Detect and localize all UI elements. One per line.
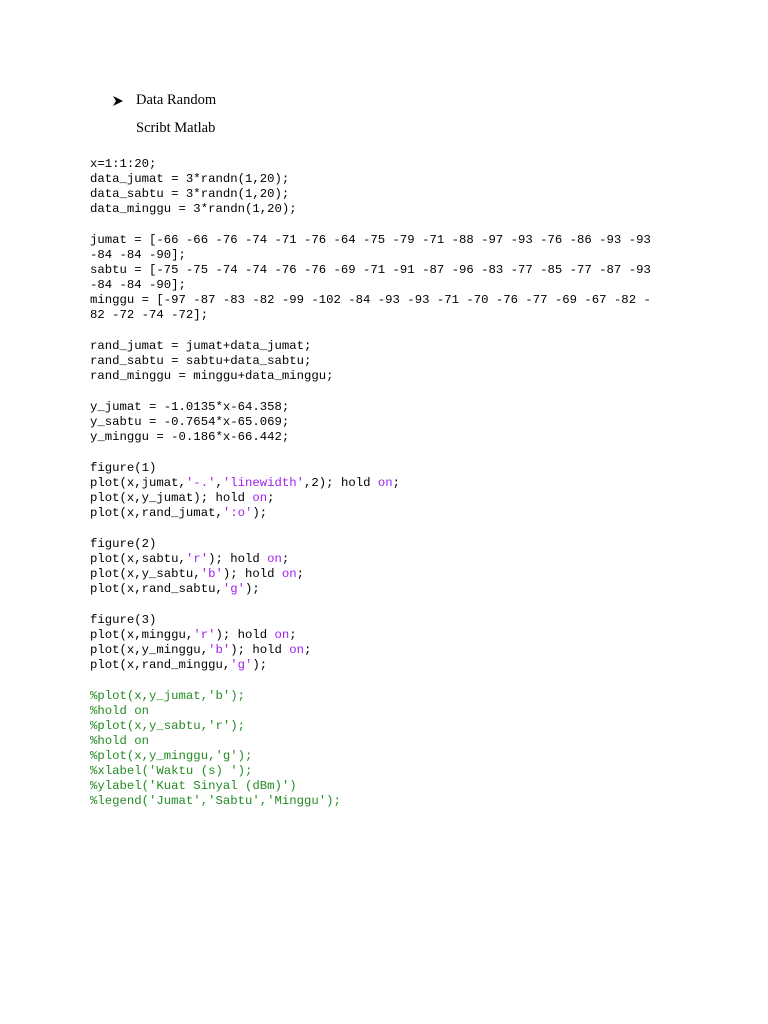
code-comment: %hold on [90, 704, 150, 718]
code-text: ); [244, 582, 260, 596]
code-text: plot(x,y_minggu, [90, 643, 209, 657]
code-string: on [377, 476, 393, 490]
code-string: 'linewidth' [222, 476, 305, 490]
code-string: 'r' [185, 552, 209, 566]
code-text: ; [304, 643, 312, 657]
code-comment: %hold on [90, 734, 150, 748]
code-line [90, 506, 670, 521]
matlab-code-block [90, 157, 670, 809]
code-text: ); hold [208, 552, 268, 566]
code-text: jumat = [-66 -66 -76 -74 -71 -76 -64 -75 -79 -71 -88 -97 -93 -76 -86 -93 -93 [90, 233, 651, 247]
code-line [90, 263, 670, 278]
code-line [90, 157, 670, 172]
code-line [90, 628, 670, 643]
code-string: 'g' [230, 658, 253, 672]
code-line [90, 794, 670, 809]
code-blank-line [90, 521, 670, 537]
code-text: rand_sabtu = sabtu+data_sabtu; [90, 354, 312, 368]
code-line [90, 658, 670, 673]
code-line [90, 187, 670, 202]
code-comment: %plot(x,y_sabtu,'r'); [90, 719, 245, 733]
code-blank-line [90, 323, 670, 339]
code-blank-line [90, 673, 670, 689]
code-line [90, 719, 670, 734]
code-text: ); [252, 658, 268, 672]
code-line [90, 248, 670, 263]
code-line [90, 749, 670, 764]
code-line [90, 764, 670, 779]
code-text: ; [281, 552, 290, 566]
code-text: ; [296, 567, 305, 581]
code-text: plot(x,rand_jumat, [90, 506, 223, 520]
code-line [90, 734, 670, 749]
code-comment: %xlabel('Waktu (s) '); [90, 764, 253, 778]
code-text: data_minggu = 3*randn(1,20); [90, 202, 297, 216]
code-line [90, 461, 670, 476]
code-text: plot(x,minggu, [90, 628, 194, 642]
code-text: ; [267, 491, 275, 505]
code-text: figure(1) [90, 461, 157, 475]
subheading: Scribt Matlab [136, 120, 216, 136]
code-string: ':o' [222, 506, 253, 520]
code-line [90, 582, 670, 597]
code-text: -84 -84 -90]; [90, 248, 186, 262]
code-text: ,2); hold [304, 476, 378, 490]
code-text: data_sabtu = 3*randn(1,20); [90, 187, 290, 201]
code-line [90, 293, 670, 308]
arrowhead-bullet-icon [112, 95, 132, 107]
code-blank-line [90, 597, 670, 613]
code-string: on [267, 552, 282, 566]
code-line [90, 704, 670, 719]
code-line [90, 400, 670, 415]
code-text: -84 -84 -90]; [90, 278, 186, 292]
code-text: ); hold [230, 643, 290, 657]
code-comment: %plot(x,y_jumat,'b'); [90, 689, 245, 703]
code-line [90, 689, 670, 704]
code-text: plot(x,y_jumat); hold [90, 491, 253, 505]
code-string: 'g' [222, 582, 245, 596]
code-line [90, 537, 670, 552]
code-string: on [281, 567, 297, 581]
code-text: x=1:1:20; [90, 157, 157, 171]
bullet-heading [112, 92, 216, 109]
code-string: '-.' [185, 476, 216, 490]
code-line [90, 430, 670, 445]
code-blank-line [90, 445, 670, 461]
code-text: minggu = [-97 -87 -83 -82 -99 -102 -84 -93 -93 -71 -70 -76 -77 -69 -67 -82 - [90, 293, 651, 307]
code-line [90, 552, 670, 567]
code-string: 'b' [208, 643, 231, 657]
code-line [90, 476, 670, 491]
code-text: sabtu = [-75 -75 -74 -74 -76 -76 -69 -71 -91 -87 -96 -83 -77 -85 -77 -87 -93 [90, 263, 651, 277]
code-text: , [215, 476, 223, 490]
code-line [90, 613, 670, 628]
code-text: data_jumat = 3*randn(1,20); [90, 172, 290, 186]
code-text: plot(x,jumat, [90, 476, 186, 490]
code-line [90, 202, 670, 217]
code-text: y_sabtu = -0.7654*x-65.069; [90, 415, 290, 429]
code-string: 'r' [193, 628, 216, 642]
code-string: on [274, 628, 290, 642]
code-text: ); hold [222, 567, 282, 581]
code-line [90, 339, 670, 354]
code-text: figure(3) [90, 613, 157, 627]
code-text: rand_jumat = jumat+data_jumat; [90, 339, 312, 353]
code-text: ); hold [215, 628, 275, 642]
heading-label: Data Random [136, 92, 217, 108]
code-line [90, 354, 670, 369]
code-line [90, 643, 670, 658]
code-text: 82 -72 -74 -72]; [90, 308, 209, 322]
code-blank-line [90, 384, 670, 400]
code-line [90, 415, 670, 430]
code-string: on [252, 491, 268, 505]
code-line [90, 369, 670, 384]
code-text: ); [252, 506, 268, 520]
code-text: plot(x,rand_sabtu, [90, 582, 223, 596]
code-line [90, 233, 670, 248]
code-blank-line [90, 217, 670, 233]
code-text: plot(x,y_sabtu, [90, 567, 201, 581]
code-comment: %ylabel('Kuat Sinyal (dBm)') [90, 779, 297, 793]
code-text: y_jumat = -1.0135*x-64.358; [90, 400, 290, 414]
code-line [90, 308, 670, 323]
code-text: figure(2) [90, 537, 157, 551]
code-text: plot(x,rand_minggu, [90, 658, 231, 672]
code-line [90, 779, 670, 794]
code-comment: %legend('Jumat','Sabtu','Minggu'); [90, 794, 341, 808]
code-text: ; [392, 476, 400, 490]
code-text: plot(x,sabtu, [90, 552, 186, 566]
code-line [90, 567, 670, 582]
code-line [90, 278, 670, 293]
code-line [90, 172, 670, 187]
code-text: y_minggu = -0.186*x-66.442; [90, 430, 290, 444]
code-text: ; [289, 628, 297, 642]
code-line [90, 491, 670, 506]
code-text: rand_minggu = minggu+data_minggu; [90, 369, 334, 383]
code-comment: %plot(x,y_minggu,'g'); [90, 749, 253, 763]
code-string: 'b' [200, 567, 223, 581]
code-string: on [289, 643, 305, 657]
